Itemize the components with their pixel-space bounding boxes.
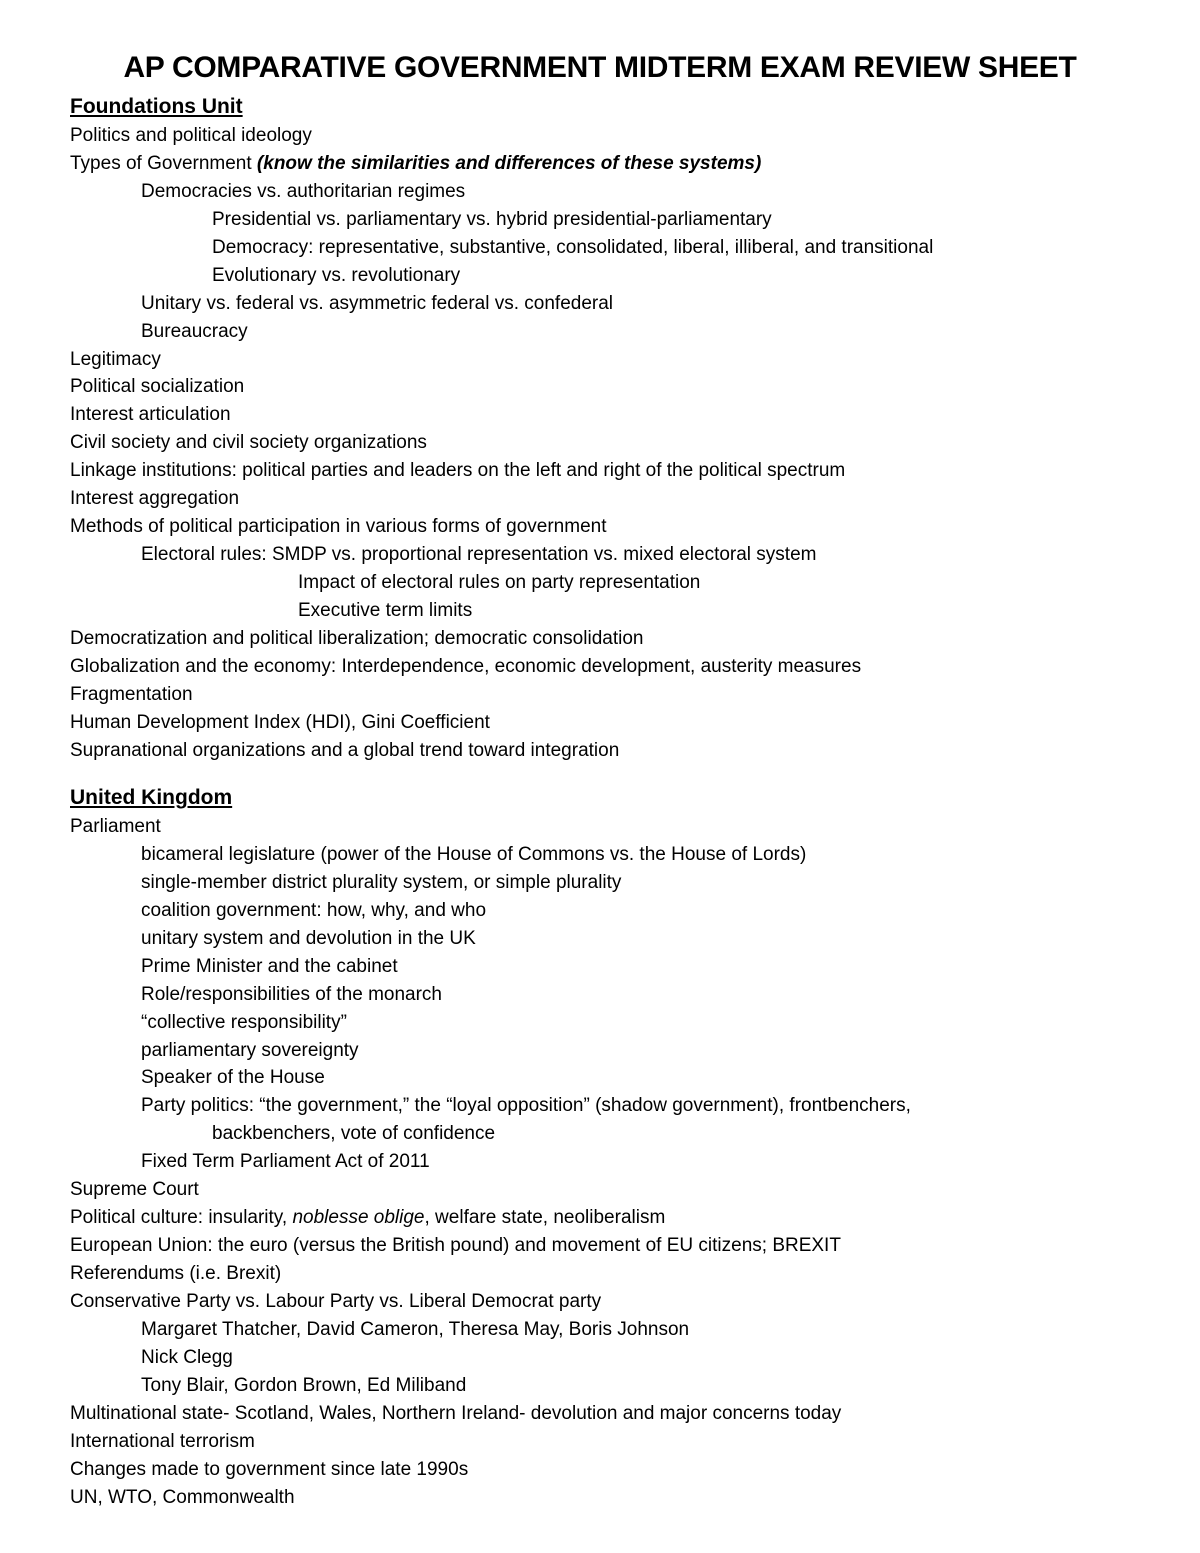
outline-item-text: UN, WTO, Commonwealth bbox=[70, 1486, 295, 1508]
outline-item-text: Nick Clegg bbox=[141, 1346, 233, 1368]
outline-item bbox=[70, 150, 1180, 178]
outline-item bbox=[70, 1009, 1180, 1037]
section-lines bbox=[70, 813, 1180, 1511]
section-heading: Foundations Unit bbox=[70, 95, 243, 118]
outline-item-text: Conservative Party vs. Labour Party vs. Liberal Democrat party bbox=[70, 1290, 602, 1312]
outline-item-text: Political culture: insularity, bbox=[70, 1207, 293, 1229]
outline-item bbox=[70, 1400, 1180, 1428]
outline-item-text: Supranational organizations and a global trend toward integration bbox=[70, 739, 620, 761]
outline-item-text: Interest aggregation bbox=[70, 488, 240, 510]
outline-item-text: Parliament bbox=[70, 816, 161, 837]
outline-item bbox=[70, 925, 1180, 953]
outline-item-text: (know the similarities and differences of these systems) bbox=[256, 152, 762, 174]
outline-item-text: noblesse oblige bbox=[292, 1207, 425, 1229]
outline-item bbox=[70, 1456, 1180, 1484]
outline-item bbox=[70, 1288, 1180, 1316]
outline-item bbox=[70, 569, 1180, 597]
outline-item-text: coalition government: how, why, and who bbox=[141, 899, 487, 921]
outline-item-text: Politics and political ideology bbox=[70, 125, 312, 146]
outline-item bbox=[70, 737, 1180, 765]
outline-item bbox=[70, 429, 1180, 457]
outline-item-text: Political socialization bbox=[70, 376, 245, 398]
outline-item-text: Margaret Thatcher, David Cameron, Theresa May, Boris Johnson bbox=[141, 1318, 690, 1340]
outline-item bbox=[70, 841, 1180, 869]
outline-item-text: Legitimacy bbox=[70, 348, 161, 370]
outline-item-text: Tony Blair, Gordon Brown, Ed Miliband bbox=[141, 1374, 467, 1396]
outline-item bbox=[70, 457, 1180, 485]
section-heading: United Kingdom bbox=[70, 786, 233, 809]
outline-item bbox=[70, 206, 1180, 234]
outline-item-text: Methods of political participation in various forms of government bbox=[70, 516, 607, 538]
outline-item-text: backbenchers, vote of confidence bbox=[212, 1123, 496, 1145]
outline-item-text: Unitary vs. federal vs. asymmetric federal vs. confederal bbox=[141, 292, 614, 314]
outline-item bbox=[70, 813, 1180, 841]
outline-item-text: unitary system and devolution in the UK bbox=[141, 927, 476, 949]
outline-item bbox=[70, 1176, 1180, 1204]
outline-item-text: single-member district plurality system, or simple plurality bbox=[141, 871, 622, 893]
outline-item bbox=[70, 513, 1180, 541]
outline-item bbox=[70, 401, 1180, 429]
outline-item-text: Changes made to government since late 1990s bbox=[70, 1458, 469, 1480]
page-title: AP COMPARATIVE GOVERNMENT MIDTERM EXAM REVIEW SHEET bbox=[123, 51, 1077, 84]
outline-item bbox=[70, 897, 1180, 925]
outline-item-text: Linkage institutions: political parties and leaders on the left and right of the political spectrum bbox=[70, 460, 846, 482]
outline-item bbox=[70, 234, 1180, 262]
outline-item bbox=[70, 541, 1180, 569]
outline-item bbox=[70, 1064, 1180, 1092]
outline-item bbox=[70, 1344, 1180, 1372]
outline-item bbox=[70, 1092, 1180, 1120]
outline-item bbox=[70, 1120, 1180, 1148]
outline-item-text: Democracies vs. authoritarian regimes bbox=[141, 180, 466, 202]
outline-item bbox=[70, 290, 1180, 318]
outline-item bbox=[70, 953, 1180, 981]
outline-item-text: European Union: the euro (versus the British pound) and movement of EU citizens; BREXIT bbox=[70, 1235, 841, 1257]
outline-item bbox=[70, 262, 1180, 290]
outline-item-text: Interest articulation bbox=[70, 404, 231, 426]
outline-item bbox=[70, 1232, 1180, 1260]
section-foundations-unit bbox=[70, 94, 1180, 765]
outline-item-text: bicameral legislature (power of the House of Commons vs. the House of Lords) bbox=[141, 843, 807, 865]
outline-item-text: Human Development Index (HDI), Gini Coefficient bbox=[70, 711, 490, 733]
outline-item bbox=[70, 681, 1180, 709]
outline-item-text: “collective responsibility” bbox=[141, 1011, 347, 1033]
outline-item-text: Democracy: representative, substantive, consolidated, liberal, illiberal, and transitional bbox=[212, 236, 934, 258]
outline-item-text: Referendums (i.e. Brexit) bbox=[70, 1263, 282, 1284]
outline-item-text: Party politics: “the government,” the “loyal opposition” (shadow government), frontbenchers, bbox=[141, 1095, 911, 1117]
outline-item bbox=[70, 653, 1180, 681]
outline-item-text: Impact of electoral rules on party representation bbox=[298, 572, 701, 593]
outline-item bbox=[70, 1148, 1180, 1176]
outline-item bbox=[70, 1372, 1180, 1400]
outline-item bbox=[70, 1260, 1180, 1288]
outline-item bbox=[70, 1037, 1180, 1065]
outline-item bbox=[70, 318, 1180, 346]
outline-item-text: Speaker of the House bbox=[141, 1067, 325, 1089]
outline-item-text: Evolutionary vs. revolutionary bbox=[212, 264, 461, 286]
outline-item bbox=[70, 1484, 1180, 1512]
outline-item-text: Role/responsibilities of the monarch bbox=[141, 983, 442, 1005]
outline-item-text: Supreme Court bbox=[70, 1179, 199, 1201]
outline-item-text: Democratization and political liberalization; democratic consolidation bbox=[70, 627, 644, 649]
outline-item-text: Presidential vs. parliamentary vs. hybrid presidential-parliamentary bbox=[212, 208, 772, 230]
outline-item bbox=[70, 1428, 1180, 1456]
outline-item-text: Globalization and the economy: Interdependence, economic development, austerity measures bbox=[70, 655, 862, 677]
outline-item bbox=[70, 597, 1180, 625]
outline-item bbox=[70, 485, 1180, 513]
outline-item-text: Executive term limits bbox=[298, 599, 473, 621]
outline-item bbox=[70, 625, 1180, 653]
outline-item bbox=[70, 178, 1180, 206]
outline-item-text: parliamentary sovereignty bbox=[141, 1039, 359, 1061]
outline-item-text: Bureaucracy bbox=[141, 320, 248, 342]
outline-item-text: Multinational state- Scotland, Wales, Northern Ireland- devolution and major concerns today bbox=[70, 1402, 842, 1424]
outline-item-text: , welfare state, neoliberalism bbox=[424, 1207, 666, 1229]
outline-item bbox=[70, 869, 1180, 897]
outline-item-text: Types of Government bbox=[70, 152, 257, 174]
outline-item-text: Civil society and civil society organizations bbox=[70, 432, 427, 454]
outline-item-text: Prime Minister and the cabinet bbox=[141, 955, 398, 977]
outline-item-text: International terrorism bbox=[70, 1430, 255, 1452]
outline-item bbox=[70, 346, 1180, 374]
outline-item bbox=[70, 1316, 1180, 1344]
outline-item bbox=[70, 709, 1180, 737]
section-united-kingdom bbox=[70, 785, 1180, 1511]
outline-item bbox=[70, 981, 1180, 1009]
outline-item-text: Fragmentation bbox=[70, 683, 193, 705]
outline-item-text: Fixed Term Parliament Act of 2011 bbox=[141, 1151, 430, 1173]
outline-item bbox=[70, 1204, 1180, 1232]
outline-item bbox=[70, 122, 1180, 150]
outline-item-text: Electoral rules: SMDP vs. proportional representation vs. mixed electoral system bbox=[141, 544, 817, 566]
outline-item bbox=[70, 373, 1180, 401]
section-lines bbox=[70, 122, 1180, 765]
